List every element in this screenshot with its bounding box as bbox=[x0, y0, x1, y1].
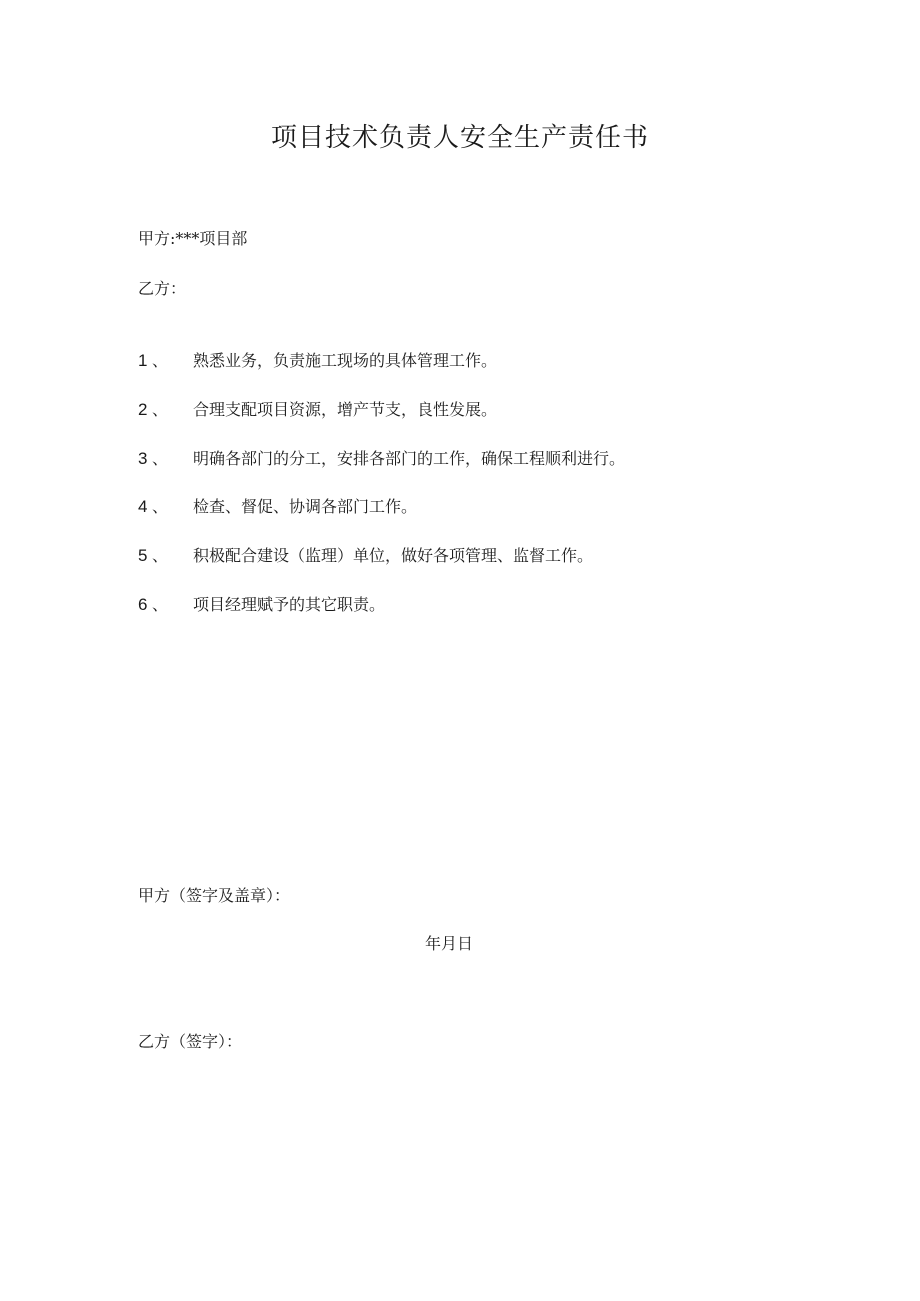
party-b-signature-line: 乙方（签字）： bbox=[138, 1032, 243, 1051]
duty-separator: 、 bbox=[152, 497, 169, 516]
duty-number: 5 bbox=[138, 546, 148, 565]
duty-number: 1 bbox=[138, 351, 148, 370]
duty-number: 2 bbox=[138, 400, 148, 419]
duty-number: 4 bbox=[138, 497, 148, 516]
duty-number: 3 bbox=[138, 449, 148, 468]
party-a-line: 甲方:***项目部 bbox=[138, 229, 248, 248]
duty-text: 积极配合建设（监理）单位，做好各项管理、监督工作。 bbox=[193, 546, 594, 565]
duty-number: 6 bbox=[138, 595, 148, 614]
duty-separator: 、 bbox=[152, 595, 169, 614]
duty-text: 检查、督促、协调各部门工作。 bbox=[193, 497, 418, 516]
date-line: 年月日 bbox=[425, 934, 474, 953]
duty-text: 明确各部门的分工，安排各部门的工作，确保工程顺利进行。 bbox=[193, 449, 626, 468]
document-title: 项目技术负责人安全生产责任书 bbox=[270, 123, 649, 153]
party-a-signature-line: 甲方（签字及盖章）： bbox=[138, 886, 291, 905]
duty-separator: 、 bbox=[152, 449, 169, 468]
duty-separator: 、 bbox=[152, 546, 169, 565]
duty-separator: 、 bbox=[152, 400, 169, 419]
party-b-line: 乙方： bbox=[138, 279, 187, 298]
duty-separator: 、 bbox=[152, 351, 169, 370]
duty-text: 合理支配项目资源，增产节支，良性发展。 bbox=[193, 400, 498, 419]
duty-text: 熟悉业务，负责施工现场的具体管理工作。 bbox=[193, 351, 498, 370]
duty-text: 项目经理赋予的其它职责。 bbox=[193, 595, 386, 614]
